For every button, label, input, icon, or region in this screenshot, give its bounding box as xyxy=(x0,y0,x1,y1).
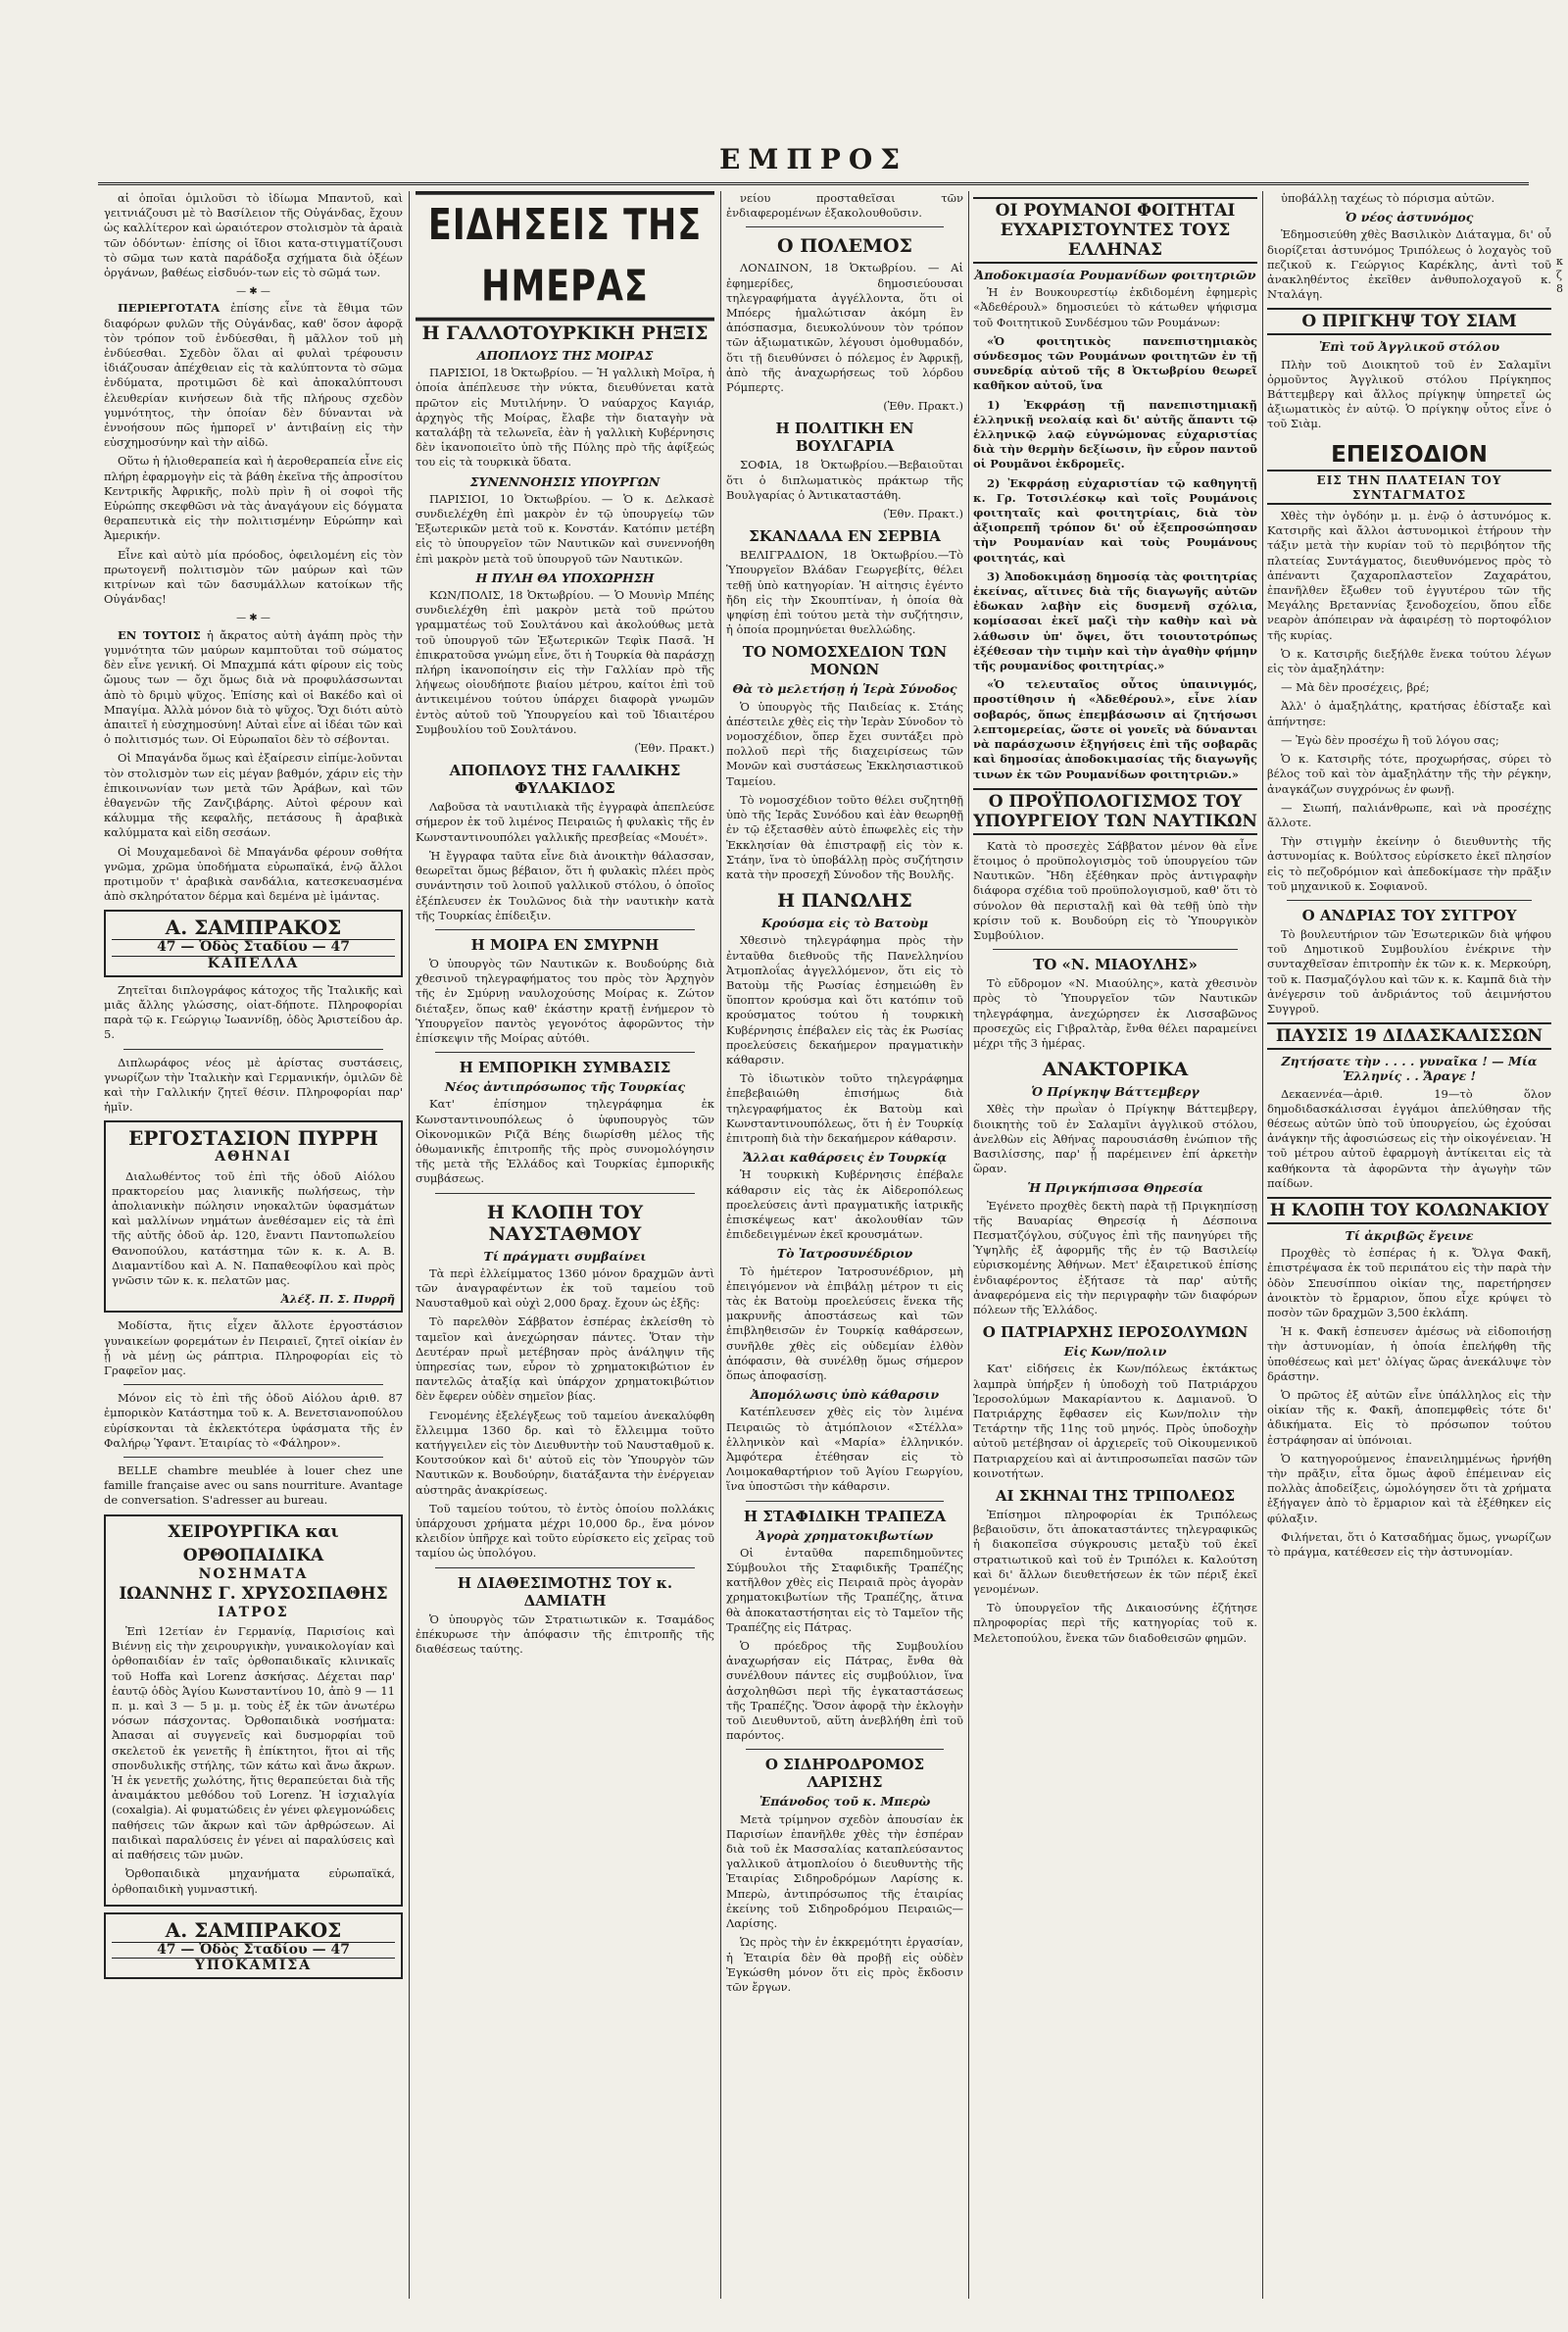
paragraph: Φιλήνεται, ὅτι ὁ Κατσαδήμας ὅμως, γνωρίζων τὸ πράγμα, κατέθεσεν εἰς τὴν ἀστυνομίαν. xyxy=(1267,1529,1551,1560)
paragraph: Χθεσινὸ τηλεγράφημα πρὸς τὴν ἐνταῦθα διεθνοῦς τῆς Πανελληνίου Ἀτμοπλοΐας ἀγγελλόμενον, ὅτι εἰς τὸ Βατοὺμ τῆς Ρωσίας ἐσημειώθη ἓν ὕποπτον κρούσμα καὶ ὅτι κατόπιν τοῦ κρούσματος τούτου ἡ τουρκικὴ Κυβέρνησις ἐπέβαλεν εἰς τὰς ἐκ Ρωσίας προελεύσεις δεκαήμερον πραγματικὴν κάθαρσιν. xyxy=(726,933,963,1067)
paragraph: Τὸ εὔδρομον «Ν. Μιαούλης», κατὰ χθεσινὸν πρὸς τὸ Ὑπουργεῖον τῶν Ναυτικῶν τηλεγράφημα, ἀνεχώρησεν ἐκ Λισσαβῶνος προσεχῶς εἰς Γιβραλτὰρ, ἔνθα θέλει παραμείνει μέχρι τῆς 3 ἡμέρας. xyxy=(973,976,1257,1050)
headline: ΠΑΥΣΙΣ 19 ΔΙΔΑΣΚΑΛΙΣΣΩΝ xyxy=(1267,1022,1551,1050)
column-rule xyxy=(720,191,721,2299)
paragraph: Ὁ κατηγορούμενος ἐπανειλημμένως ἠρνήθη τὴν πρᾶξιν, εἶτα ὅμως ἀφοῦ ἐπέμειναν εἰς πολλὰς ἀποδείξεις, ὡμολόγησεν ὅτι τὰ χρήματα ἐξήγαγεν ἀπὸ τὸ ἔρμαριον καὶ τὰ ἐξέθηκεν εἰς φύλαξιν. xyxy=(1267,1451,1551,1525)
column-5 xyxy=(1267,191,1551,2299)
column-rule xyxy=(968,191,969,2299)
paragraph: Ἡ ἐν Βουκουρεστίῳ ἐκδιδομένη ἐφημερὶς «Ἀδεθέρουλ» δημοσιεύει τὸ κάτωθεν ψήφισμα τοῦ Φοιτητικοῦ Συνδέσμου τῶν Ρουμάνων: xyxy=(973,285,1257,329)
subheadline: Νέος ἀντιπρόσωπος τῆς Τουρκίας xyxy=(444,1079,686,1095)
masthead-title: ΕΜΠΡΟΣ xyxy=(718,143,908,175)
paragraph: ΠΑΡΙΣΙΟΙ, 10 Ὀκτωβρίου. — Ὁ κ. Δελκασὲ συνδιελέχθη ἐπὶ μακρὸν ἐν τῷ ὑπουργείῳ τῶν Ἐξωτερικῶν μετὰ τοῦ κ. Κονστάν. Κατόπιν μετέβη εἰς τὸ ὑπουργεῖον τῶν Ναυτικῶν καὶ συνεννοήθη ἐπὶ μακρὸν μετὰ τοῦ ὑπουργοῦ τῶν Ναυτικῶν. xyxy=(416,491,714,566)
paragraph: Κατ' ἐπίσημον τηλεγράφημα ἐκ Κωνσταντινουπόλεως ὁ ὑφυπουργὸς τῶν Οἰκονομικῶν Ριζᾶ Βέης διωρίσθη μέλος τῆς ὀθωμανικῆς ἐπιτροπῆς τῆς πρὸς συνομολόγησιν τῆς μετὰ τῆς Ἑλλάδος καὶ Τουρκίας ἐμπορικῆς συμβάσεως. xyxy=(416,1097,714,1186)
paragraph: Ἡ τουρκικὴ Κυβέρνησις ἐπέβαλε κάθαρσιν εἰς τὰς ἐκ Αἰδεροπόλεως προελεύσεις ἀντὶ πραγματικῆς ἰατρικῆς ἐπισκέψεως κατ' ἀκολουθίαν τῶν ἐπιδεδειγμένων ἐκεῖ κρουσμάτων. xyxy=(726,1167,963,1242)
headline: Η ΕΜΠΟΡΙΚΗ ΣΥΜΒΑΣΙΣ xyxy=(459,1059,671,1077)
lead-word: ΕΝ ΤΟΥΤΟΙΣ xyxy=(118,627,201,642)
headline: Η ΠΟΛΙΤΙΚΗ ΕΝ ΒΟΥΛΓΑΡΙΑ xyxy=(775,420,914,456)
subheadline: Ὁ νέος ἀστυνόμος xyxy=(1345,210,1474,225)
subheadline: ΣΥΝΕΝΝΟΗΣΙΣ ΥΠΟΥΡΓΩΝ xyxy=(469,473,661,489)
paragraph: Ὁ ὑπουργὸς τῆς Παιδείας κ. Στάης ἀπέστειλε χθὲς εἰς τὴν Ἱερὰν Σύνοδον τὸ νομοσχέδιον, ὅπερ ἔχει συντάξει πρὸ πολλοῦ περὶ τῆς διαχειρίσεως τῶν Μονῶν καὶ συστάσεως Ἐκκλησιαστικοῦ Ταμείου. xyxy=(726,699,963,788)
paragraph: ὑποβάλλῃ ταχέως τὸ πόρισμα αὐτῶν. xyxy=(1281,191,1495,205)
headline: Ο ΠΡΟΫΠΟΛΟΓΙΣΜΟΣ ΤΟΥ ΥΠΟΥΡΓΕΙΟΥ ΤΩΝ ΝΑΥΤΙΚΩΝ xyxy=(973,788,1257,835)
headline: Η ΔΙΑΘΕΣΙΜΟΤΗΣ ΤΟΥ κ. ΔΑΜΙΑΤΗ xyxy=(457,1573,673,1610)
margin-marks: κ ζ 8 xyxy=(1556,255,1563,295)
paragraph: Χθὲς τὴν πρωῒαν ὁ Πρίγκηψ Βάττεμβεργ, διοικητὴς τοῦ ἐν Σαλαμῖνι ἀγγλικοῦ στόλου, ἀνελθὼν εἰς Ἀθήνας παρουσιάσθη ἐνώπιον τῆς Βασιλίσσης, παρ' ᾗ παρέμεινεν ἐπί ἀρκετὴν ὥραν. xyxy=(973,1102,1257,1176)
source-credit: (Ἐθν. Πρακτ.) xyxy=(883,507,963,521)
headline: Η ΓΑΛΛΟΤΟΥΡΚΙΚΗ ΡΗΞΙΣ xyxy=(421,323,709,344)
paragraph: Ὁ πρῶτος ἐξ αὐτῶν εἶνε ὑπάλληλος εἰς τὴν οἰκίαν τῆς κ. Φακῆ, ἀποπεμφθεὶς τότε δι' ἀδικήματα. Εἰς τὸ πρόσωπον τούτου ἐστράφησαν αἱ ὑπόνοιαι. xyxy=(1267,1388,1551,1447)
paragraph: Οἱ ἐνταῦθα παρεπιδημοῦντες Σύμβουλοι τῆς Σταφιδικῆς Τραπέζης κατῆλθον χθὲς εἰς Πειραιᾶ πρὸς ἀγορὰν χρηματοκιβωτίων τῆς Τραπέζης, ἅτινα θὰ ἀποκαταστήσηται εἰς τὸ Ταμεῖον τῆς Τραπέζης εἰς Πάτρας. xyxy=(726,1545,963,1634)
headline: ΤΟ ΝΟΜΟΣΧΕΔΙΟΝ ΤΩΝ ΜΟΝΩΝ xyxy=(742,643,948,679)
paragraph: Δεκαεννέα—ἀριθ. 19—τὸ ὅλον δημοδιδασκάλισσαι ἐγγάμοι ἀπελύθησαν τῆς θέσεως αὐτῶν ὑπὸ τοῦ ὑπουργείου, ὡς ἐχούσαι ἀνάγκην τῆς ἀφοσιώσεως εἰς τὴν οἰκογένειαν. Ἡ τοῦ μέτρου αὐτοῦ ἐφαρμογὴ ἀντίκειται εἰς τὰ καθήκοντα τὰ ἀφορῶντα τὴν ἀγωγὴν τῶν παίδων. xyxy=(1267,1086,1551,1190)
paragraph: Ὁ ὑπουργὸς τῶν Ναυτικῶν κ. Βουδούρης διὰ χθεσινοῦ τηλεγραφήματος του πρὸς τὸν Ἀρχηγὸν τῆς ἐν Σμύρνῃ ναυλοχούσης Μοίρας κ. Ζώτον διέταξεν, ὅπως καθ' ἑκάστην κρατῇ ἐνήμερον τὸ Ὑπουργεῖον παντὸς γεγονότος ἀφορῶντος τὴν ἐπίσκεψιν τῆς Μοίρας αὐτόθι. xyxy=(416,956,714,1045)
headline: ΟΙ ΡΟΥΜΑΝΟΙ ΦΟΙΤΗΤΑΙ ΕΥΧΑΡΙΣΤΟΥΝΤΕΣ ΤΟΥΣ ΕΛΛΗΝΑΣ xyxy=(973,197,1257,264)
subheadline: Η ΠΥΛΗ ΘΑ ΥΠΟΧΩΡΗΣΗ xyxy=(475,570,655,585)
subheadline: Ἄλλαι καθάρσεις ἐν Τουρκίᾳ xyxy=(742,1150,948,1166)
paragraph: Τὰ περὶ ἐλλείμματος 1360 μόνον δραχμῶν ἀντὶ τῶν ἀναγραφέντων ἐκ τοῦ ταμείου τοῦ Ναυσταθμοῦ καὶ οὐχὶ 2,000 δραχ. ἔχουν ὡς ἑξῆς: xyxy=(416,1265,714,1311)
paragraph: ΒΕΛΙΓΡΑΔΙΟΝ, 18 Ὀκτωβρίου.—Τὸ Ὑπουργεῖον Βλάδαν Γεωργεβίτς, θέλει τεθῇ ὑπὸ κατηγορίαν. Ἡ αἰτησις ἐγέντο ἤδη εἰς τὴν Σκουπτίναν, ἡ ὁποία θὰ ψηφίσῃ ἐπὶ τούτου μετὰ τὴν συζήτησιν, ἡ ὁποία προμηνύεται θυελλώδης. xyxy=(726,548,963,637)
subheadline: Ἀποδοκιμασία Ρουμανίδων φοιτητριῶν xyxy=(974,268,1256,282)
ad-pyrrhi-factory: ΕΡΓΟΣΤΑΣΙΟΝ ΠΥΡΡΗ ΑΘΗΝΑΙ Διαλωθέντος τοῦ ἐπὶ τῆς ὁδοῦ Αἰόλου πρακτορείου μας λιανικῆς πωλήσεως, τὴν ἀπολιανικὴν πώλησιν νηοκαλτῶν ὑφασμάτων καὶ μαλλίνων νημάτων ἀνεθέσαμεν εἰς τὰ ἐπὶ τῆς αὐτῆς ὁδοῦ ἀρ. 120, ἔναντι Παντοπωλείου Θανοπούλου, κατάστημα τῶν κ. κ. Α. Β. Διαμαντίδου καὶ Α. Ν. Παπαθεοφίλου καὶ πρὸς γνῶσιν τῶν κ. κ. πελατῶν μας. Ἀλέξ. Π. Σ. Πυρρῆ xyxy=(104,1120,403,1313)
subheadline: Κρούσμα εἰς τὸ Βατοὺμ xyxy=(761,916,928,931)
source-credit: (Ἐθν. Πρακτ.) xyxy=(634,741,714,756)
headline: ΣΚΑΝΔΑΛΑ ΕΝ ΣΕΡΒΙΑ xyxy=(749,527,941,546)
subheadline: Ἀπομόλωσις ὑπὸ κάθαρσιν xyxy=(750,1387,940,1403)
paragraph: Ἀλλ' ὁ ἀμαξηλάτης, κρατήσας ἐδίσταξε καὶ ἀπήντησε: xyxy=(1267,699,1551,728)
paragraph: Τὸ ἡμέτερον Ἰατροσυνέδριον, μὴ ἐπειγόμενον νὰ ἐπιβάλῃ μέτρον τι εἰς τὰς ἐκ Βατοὺμ προελεύσεις ἕνεκα τῆς μακρυνῆς ἀποστάσεως καὶ τῶν ἐπιβληθεισῶν ἐν Τουρκίᾳ καθάρσεων, συνῆλθε χθὲς εἰς οὐδεμίαν ἐλθὸν ἀπόφασιν, θὰ συνέλθῃ ὅμως σήμερον ὅπως ἀποφασίσῃ. xyxy=(726,1264,963,1382)
classified-ad: Μόνον εἰς τὸ ἐπὶ τῆς ὁδοῦ Αἰόλου ἀριθ. 87 ἐμπορικὸν Κατάστημα τοῦ κ. Α. Βενετσιανοπούλου εὑρίσκονται τὰ ἐκλεκτότερα ὑφάσματα τῆς ἐν Φαλήρῳ Ὑφαντ. Ἑταιρίας τὸ «Φάληρον». xyxy=(104,1391,403,1450)
paragraph: ΚΩΝ/ΠΟΛΙΣ, 18 Ὀκτωβρίου. — Ὁ Μουνὶρ Μπέης συνδιελέχθη ἐπὶ μακρὸν μετὰ τοῦ πρώτου γραμματέως τοῦ Σουλτάνου καὶ ἀκολούθως μετὰ τοῦ ὑπουργοῦ τῶν Ἐξωτερικῶν Τεφὶκ Πασᾶ. Ἡ ἐπικρατοῦσα γνώμη εἶνε, ὅτι ἡ Τουρκία θὰ παράσχῃ πλήρη ἱκανοποίησιν εἰς τὴν Γαλλίαν πρὸ τῆς λήψεως οἱουδήποτε βιαίου μέτρου, καίτοι ἐπὶ τοῦ ἀντικειμένου τούτου ὑπάρχει διαφορὰ γνωμῶν ἐντὸς αὐτοῦ τοῦ Ὑπουργείου καὶ τοῦ Ἰδιαιτέρου Συμβουλίου τοῦ Σουλτάνου. xyxy=(416,588,714,736)
paragraph: Ἡ κ. Φακῆ ἐσπευσεν ἀμέσως νὰ εἰδοποιήσῃ τὴν ἀστυνομίαν, ἡ ὁποία ἐπελήφθη τῆς ὑποθέσεως καὶ μετ' ὀλίγας ὥρας ἀνεκάλυψε τὸν δράστην. xyxy=(1267,1324,1551,1383)
paragraph: Τὸ βουλευτήριον τῶν Ἐσωτερικῶν διὰ ψήφου τοῦ Δημοτικοῦ Συμβουλίου ἐνέκρινε τὴν συνταχθεῖσαν ἐπιτροπὴν ἐκ τῶν κ. κ. Μερκούρη, τοῦ κ. Πασμαζόγλου καὶ τῶν κ. κ. Καμπᾶ διὰ τὴν ἀνέγερσιν τοῦ ἀνδριάντος τοῦ ἀειμνήστου Συγγροῦ. xyxy=(1267,926,1551,1016)
headline: Η ΚΛΟΠΗ ΤΟΥ ΝΑΥΣΤΑΘΜΟΥ xyxy=(486,1201,644,1245)
paragraph: — Μὰ δὲν προσέχεις, βρέ; xyxy=(1281,680,1430,695)
paragraph: ἡ ἄκρατος αὐτὴ ἀγάπη πρὸς τὴν γυμνότητα τῶν μαύρων καμπτοῦται τοῦ σώματος δὲν εἶνε γενική. Οἱ Μπαχμπά κάτι φίρουν εἰς τοὺς ὤμους των — ὄχι ὅμως διὰ νὰ προφυλάσσωνται ἀπὸ τὸ δριμὺ ψῦχος. Ἐπίσης καὶ οἱ Βακέδο καὶ οἱ Μπαγίμα. Ἀλλὰ μόνον διὰ τὸ ψῦχος. Ὄχι διότι αὐτὸ ἀπαιτεῖ ἡ εὐσχημοσύνη! Αὐταὶ εἶνε αἱ ἰδέαι τῶν καὶ ὁ πολιτισμός των. Οἱ Εὐρωπαῖοι δὲν τὸ σέβονται. xyxy=(104,627,403,747)
classified-ad-french: BELLE chambre meublée à louer chez une famille française avec ou sans nourriture. Avantage de conversation. S'adresser au bureau. xyxy=(104,1464,403,1508)
headline: Ο ΠΟΛΕΜΟΣ xyxy=(777,235,912,258)
subheadline: Ἐπὶ τοῦ Ἀγγλικοῦ στόλου xyxy=(1318,339,1500,355)
paragraph: Ὁ κ. Κατσιρῆς τότε, προχωρήσας, σύρει τὸ βέλος τοῦ καὶ τὸν ἀμαξηλάτην τῆς τὴν ρέγκην, ἀναγκάζων συγχρόνως ἐν φωνῇ. xyxy=(1267,752,1551,796)
headline: Η ΚΛΟΠΗ ΤΟΥ ΚΟΛΩΝΑΚΙΟΥ xyxy=(1267,1197,1551,1224)
lead-word: ΠΕΡΙΕΡΓΟΤΑΤΑ xyxy=(118,301,220,316)
column-3 xyxy=(726,191,963,2299)
column-2 xyxy=(416,191,714,2299)
column-1: αἱ ὁποῖαι ὁμιλοῦσι τὸ ἰδίωμα Μπαντοῦ, καὶ γειτνιάζουσι μὲ τὸ Βασίλειον τῆς Οὐγάνδας, ἔχουν ὡς καλλίτερον καὶ ὡραιότερον στολισμὸν τὰ ἀραιὰ τῶν ὀδόντων· ἐπίσης οἱ ἴδιοι κατα-στιγματίζουσι τὸ σῶμα των κατὰ παράδοξα σχήματα διὰ ὀξέων ὀργάνων, βαθέως εἰσδυόν-των εἰς τὸ σῶμά των. — ✱ — ΠΕΡΙΕΡΓΟΤΑΤΑ ἐπίσης εἶνε τὰ ἔθιμα τῶν διαφόρων φυλῶν τῆς Οὐγάνδας, καθ' ὅσον ἀφορᾷ τὸν τρόπον τοῦ ἐνδύεσθαι, ἢ μᾶλλον τοῦ μὴ ἐνδύεσθαι. Σχεδὸν ὅλαι αἱ φυλαὶ τρέφουσιν ἰδιάζουσαν ἀπέχθειαν εἰς τὰ καλύπτοντα τὸ σῶμα ἐνδύματα, προτιμῶσι δὲ καὶ ἀποκαλύπτουσι ἐλευθερίαν κινήσεων διὰ τῆς πλήρους σχεδὸν γυμνότητος, τὴν ὁποίαν δὲν δύνανται νὰ ἐννοήσουν πῶς ἠμπορεῖ ν' ἀντιβαίνῃ εἰς τὴν εὐσχημοσύνην καὶ τὴν αἰδῶ. Οὕτω ἡ ἡλιοθεραπεία καὶ ἡ ἀεροθεραπεία εἶνε εἰς πλήρη ἐφαρμογὴν εἰς τὰ βάθη ἐκεῖνα τῆς ἀπροσίτου Κεντρικῆς Ἀφρικῆς, πολὺ πρὶν ἢ οἱ σοφοὶ τῆς Εὐρώπης σκεφθῶσι νὰ τὰς ἀναγάγουν εἰς δόγματα θεραπευτικὰ εἰς τὴν πολιτισμένην Εὐρώπην καὶ Ἀμερικήν. Εἶνε καὶ αὐτὸ μία πρόοδος, ὀφειλομένη εἰς τὸν πρωτογενῆ πολιτισμὸν τῶν μαύρων καὶ τῶν κιτρίνων καὶ τῶν δασυμάλλων κατοίκων τῆς Οὐγάνδας! — ✱ — ΕΝ ΤΟΥΤΟΙΣ ἡ ἄκρατος αὐτὴ ἀγάπη πρὸς τὴν γυμνότητα τῶν μαύρων καμπτοῦται τοῦ σώματος δὲν εἶνε γενική. Οἱ Μπαχμπά κάτι φίρουν εἰς τοὺς ὤμους των — ὄχι ὅμως διὰ νὰ προφυλάσσωνται ἀπὸ τὸ δριμὺ ψῦχος. Ἐπίσης καὶ οἱ Βακέδο καὶ οἱ Μπαγίμα. Ἀλλὰ μόνον διὰ τὸ ψῦχος. Ὄχι διότι αὐτὸ ἀπαιτεῖ ἡ εὐσχημοσύνη! Αὐταὶ εἶνε αἱ ἰδέαι τῶν καὶ ὁ πολιτισμός των. Οἱ Εὐρωπαῖοι δὲν τὸ σέβονται. Οἱ Μπαγάνδα ὅμως καὶ ἐξαίρεσιν εἰπίμε-λοῦνται τὸν στολισμὸν των εἰς μέγαν βαθμόν, χάριν εἰς τὴν ἐπικοινωνίαν των μετὰ τῶν Ἀράβων, καὶ τῶν ἐθαγενῶν τῆς Ζανζιβάρης. Αὐτοὶ φέρουν καὶ κάλυμμα τῆς κεφαλῆς, πετάσους ἢ ἀραβικὰ καλύμματα καὶ εἰδη σεσάων. Οἱ Μουχαμεδανοὶ δὲ Μπαγάνδα φέρουν σοθήτα γνῶμα, χρῶμα ὑποδήματα εὐρωπαϊκά, ἐνῷ ἄλλοι προτιμοῦν τ' ἀραβικὰ σανδάλια, κατεσκευασμένα ἀπὸ σκληρότατον δέρμα καὶ δεμένα μὲ ἱμάντας. Α. ΣΑΜΠΡΑΚΟΣ 47 — Ὁδὸς Σταδίου — 47 ΚΑΠΕΛΛΑ Ζητεῖται διπλογράφος κάτοχος τῆς Ἰταλικῆς καὶ μιᾶς ἄλλης γλώσσης, οἰατ-δήποτε. Πληροφορίαι παρὰ τῷ κ. Γεώργιῳ Ἰωαννίδῃ, ὁδὸς Ἀριστείδου ἀρ. 5. Διπλωράφος νέος μὲ ἀρίστας συστάσεις, γνωρίζων τὴν Ἰταλικὴν καὶ Γερμανικήν, ὁμιλῶν δὲ καὶ τὴν Γαλλικήν ζητεῖ θέσιν. Πληροφορίαι παρ' ἡμῖν. ΕΡΓΟΣΤΑΣΙΟΝ ΠΥΡΡΗ ΑΘΗΝΑΙ Διαλωθέντος τοῦ ἐπὶ τῆς ὁδοῦ Αἰόλου πρακτορείου μας λιανικῆς πωλήσεως, τὴν ἀπολιανικὴν πώλησιν νηοκαλτῶν ὑφασμάτων καὶ μαλλίνων νημάτων ἀνεθέσαμεν εἰς τὰ ἐπὶ τῆς αὐτῆς ὁδοῦ ἀρ. 120, ἔναντι Παντοπωλείου Θανοπούλου, κατάστημα τῶν κ. κ. Α. Β. Διαμαντίδου καὶ Α. Ν. Παπαθεοφίλου καὶ πρὸς γνῶσιν τῶν κ. κ. πελατῶν μας. Ἀλέξ. Π. Σ. Πυρρῆ Μοδίστα, ἥτις εἶχεν ἄλλοτε ἐργοστάσιον γυναικείων φορεμάτων ἐν Πειραιεῖ, ζητεῖ οἰκίαν ἐν ᾗ νὰ μένῃ ὡς ράπτρια. Πληροφορίαι εἰς τὸ Γραφεῖον μας. Μόνον εἰς τὸ ἐπὶ τῆς ὁδοῦ Αἰόλου ἀριθ. 87 ἐμπορικὸν Κατάστημα τοῦ κ. Α. Βενετσιανοπούλου εὑρίσκονται τὰ ἐκλεκτότερα ὑφάσματα τῆς ἐν Φαλήρῳ Ὑφαντ. Ἑταιρίας τὸ «Φάληρον». BELLE chambre meublée à louer chez une famille française avec ou sans nourriture. Avantage de conversation. S'adresser au bureau. ΧΕΙΡΟΥΡΓΙΚΑ και ΟΡΘΟΠΑΙΔΙΚΑ ΝΟΣΗΜΑΤΑ ΙΩΑΝΝΗΣ Γ. ΧΡΥΣΟΣΠΑΘΗΣ ΙΑΤΡΟΣ Ἐπὶ 12ετίαν ἐν Γερμανίᾳ, Παρισίοις καὶ Βιέννῃ εἰς τὴν χειρουργικὴν, γυναικολογίαν καὶ ὀρθοπαιδίαν ἐν ταῖς ὀρθοπαιδικαῖς κλινικαῖς τοῦ Hoffa καὶ Lorenz ἀσκήσας. Δέχεται παρ' ἑαυτῷ ὁδὸς Ἁγίου Κωνσταντίνου 10, ἀπὸ 9 — 11 π. μ. καὶ 3 — 5 μ. μ. τοὺς ἐξ ἐκ τῶν ἀνωτέρω νόσων πάσχοντας. Ὀρθοπαιδικὰ νοσήματα: Ἀπασαι αἱ συγγενεῖς καὶ δυσμορφίαι τοῦ σκελετοῦ ἐκ γενετῆς ἢ ἐπίκτητοι, ἥτοι αἱ τῆς σπονδυλικῆς στήλης, τῶν κάτω καὶ ἄνω ἄκρων. Ἡ ἐκ γενετῆς χωλότης, ἥτις θεραπεύεται διὰ τῆς ἀναιμάκτου μεθόδου τοῦ Lorenz. Ἡ ἰσχιαλγία (coxalgia). Αἱ φυματώδεις ἐν γένει φλεγμονώδεις παθήσεις τῶν ἄκρων καὶ τῶν ἀρθρώσεων. Αἱ παιδικαὶ παραλύσεις ἐν γένει αἱ παραλύσεις καὶ αἱ παθήσεις τῶν μυῶν. Ὀρθοπαιδικὰ μηχανήματα εὐρωπαϊκά, ὀρθοπαιδικὴ γυμναστική. Α. ΣΑΜΠΡΑΚΟΣ 47 — Ὁδὸς Σταδίου — 47 ΥΠΟΚΑΜΙΣΑ xyxy=(104,191,403,2299)
paragraph: Ὁ πρόεδρος τῆς Συμβουλίου ἀναχωρήσαν εἰς Πάτρας, ἔνθα θὰ συνέλθουν πάντες εἰς συμβούλιον, ἵνα ἀσχοληθῶσι περὶ τῆς ἐγκαταστάσεως τῆς Τραπέζης. Ὅσον ἀφορᾷ τὴν ἐκλογὴν τοῦ Διευθυντοῦ, αὕτη ἀνεβλήθη ἐπὶ τοῦ παρόντος. xyxy=(726,1639,963,1743)
paragraph: ἐπίσης εἶνε τὰ ἔθιμα τῶν διαφόρων φυλῶν τῆς Οὐγάνδας, καθ' ὅσον ἀφορᾷ τὸν τρόπον τοῦ ἐνδύεσθαι, ἢ μᾶλλον τοῦ μὴ ἐνδύεσθαι. Σχεδὸν ὅλαι αἱ φυλαὶ τρέφουσιν ἰδιάζουσαν ἀπέχθειαν εἰς τὰ καλύπτοντα τὸ σῶμα ἐνδύματα, προτιμῶσι δὲ καὶ ἀποκαλύπτουσι ἐλευθερίαν κινήσεων διὰ τῆς πλήρους σχεδὸν γυμνότητος, τὴν ὁποίαν δὲν δύνανται νὰ ἐννοήσουν πῶς ἠμπορεῖ ν' ἀντιβαίνῃ εἰς τὴν εὐσχημοσύνην καὶ τὴν αἰδῶ. xyxy=(104,301,403,450)
headline: ΑΠΟΠΛΟΥΣ ΤΗΣ ΓΑΛΛΙΚΗΣ ΦΥΛΑΚΙΔΟΣ xyxy=(449,762,681,798)
classified-ad: Διπλωράφος νέος μὲ ἀρίστας συστάσεις, γνωρίζων τὴν Ἰταλικὴν καὶ Γερμανικήν, ὁμιλῶν δὲ καὶ τὴν Γαλλικήν ζητεῖ θέσιν. Πληροφορίαι παρ' ἡμῖν. xyxy=(104,1055,403,1115)
headline: Ο ΣΙΔΗΡΟΔΡΟΜΟΣ ΛΑΡΙΣΗΣ xyxy=(764,1756,925,1792)
paragraph: 2) Ἐκφράσῃ εὐχαριστίαν τῷ καθηγητῇ κ. Γρ. Τοτσιλέσκῳ καὶ τοῖς Ρουμάνοις φοιτηταῖς καὶ φοιτητρίαις, διὰ τὸν ἀξιοπρεπῆ τρόπον δι' οὗ ἐξεπροσώπησαν τὴν Ρουμανίαν καὶ τοὺς Ρουμάνους φοιτητάς, καὶ xyxy=(973,475,1257,565)
classified-ad: Μοδίστα, ἥτις εἶχεν ἄλλοτε ἐργοστάσιον γυναικείων φορεμάτων ἐν Πειραιεῖ, ζητεῖ οἰκίαν ἐν ᾗ νὰ μένῃ ὡς ράπτρια. Πληροφορίαι εἰς τὸ Γραφεῖον μας. xyxy=(104,1318,403,1378)
headline: ΑΙ ΣΚΗΝΑΙ ΤΗΣ ΤΡΙΠΟΛΕΩΣ xyxy=(995,1487,1236,1506)
headline: Η ΠΑΝΩΛΗΣ xyxy=(777,890,912,913)
subheadline: Τί πράγματι συμβαίνει xyxy=(483,1248,647,1264)
masthead xyxy=(98,143,1529,185)
paragraph: Ὁ κ. Κατσιρῆς διεξήλθε ἕνεκα τούτου λέγων εἰς τὸν ἀμαξηλάτην: xyxy=(1267,646,1551,676)
headline: Ο ΑΝΔΡΙΑΣ ΤΟΥ ΣΥΓΓΡΟΥ xyxy=(1301,906,1517,924)
ad-samprakos-shirts: Α. ΣΑΜΠΡΑΚΟΣ 47 — Ὁδὸς Σταδίου — 47 ΥΠΟΚΑΜΙΣΑ xyxy=(104,1912,403,1979)
paragraph: 1) Ἐκφράσῃ τῇ πανεπιστημιακῇ ἑλληνικῇ νεολαίᾳ καὶ δι' αὐτῆς ἅπαντι τῷ ἑλληνικῷ λαῷ εὐγνώμονας εὐχαριστίας διὰ τὴν θερμὴν δεξίωσιν, ἣν εὗρον παντοῦ οἱ Ρουμᾶνοι ἐκδρομεῖς. xyxy=(973,397,1257,471)
paragraph: Εἶνε καὶ αὐτὸ μία πρόοδος, ὀφειλομένη εἰς τὸν πρωτογενῆ πολιτισμὸν τῶν μαύρων καὶ τῶν κιτρίνων καὶ τῶν δασυμάλλων κατοίκων τῆς Οὐγάνδας! xyxy=(104,547,403,607)
ad-samprakos-hats: Α. ΣΑΜΠΡΑΚΟΣ 47 — Ὁδὸς Σταδίου — 47 ΚΑΠΕΛΛΑ xyxy=(104,910,403,976)
paragraph: Ὁ ὑπουργὸς τῶν Στρατιωτικῶν κ. Τσαμάδος ἐπέκυρωσε τὴν ἀπόφασιν τῆς ἐπιτροπῆς τῆς διαθέσεως ταύτης. xyxy=(416,1612,714,1657)
paragraph: — Σιωπή, παλιάνθρωπε, καὶ νὰ προσέχῃς ἄλλοτε. xyxy=(1267,800,1551,829)
paragraph: ΣΟΦΙΑ, 18 Ὀκτωβρίου.—Βεβαιοῦται ὅτι ὁ διπλωματικὸς πράκτωρ τῆς Βουλγαρίας ὁ Ἀντικαταστάθη. xyxy=(726,458,963,502)
paragraph: ΠΑΡΙΣΙΟΙ, 18 Ὀκτωβρίου. — Ἡ γαλλικὴ Μοῖρα, ἡ ὁποία ἀπέπλευσε τὴν νύκτα, διευθύνεται κατὰ πρῶτον εἰς Μυτιλήνην. Ὁ ναύαρχος Καγιάρ, ἀρχηγὸς τῆς Μοίρας, ἔλαβε τὴν διαταγὴν νὰ καταλάβῃ τὰ τελωνεῖα, ἐὰν ἡ γαλλικὴ Κυβέρνησις δὲν ἱκανοποιεῖτο ὑπὸ τῆς Πύλης πρὸ τῆς ἀφίξεώς του εἰς τὰ τουρκικὰ ὕδατα. xyxy=(416,366,714,470)
paragraph: Χθὲς τὴν ὀγδόην μ. μ. ἐνῷ ὁ ἀστυνόμος κ. Κατσιρῆς καὶ ἄλλοι ἀστυνομικοὶ ἐτήρουν τὴν τάξιν μετὰ τὴν κυρίαν τοῦ τὸ περιβόητον τῆς πλατείας Συντάγματος, διευθυνόμενος πρὸς τὸ ἀπέναντι ζαχαροπλαστεῖον Ζαχαράτου, ἐπανῆλθεν ἔξωθεν τοῦ ἐγγυτέρου τῶν τῆς Μεγάλης Βρεταννίας ξενοδοχείου, ὅπου εἶδε νεαρὸν ἀπόπειραν νὰ ἀφαιρέσῃ τὸ πορτοφόλιον τῆς κυρίας. xyxy=(1267,509,1551,642)
paragraph: Τὴν στιγμὴν ἐκείνην ὁ διευθυντὴς τῆς ἀστυνομίας κ. Βούλτσος εὑρίσκετο ἐκεῖ πλησίον εἰς τὸ πεζοδρόμιον καὶ ἀπεδοκίμασε τὴν πρᾶξιν τοῦ μηχανικοῦ κ. Σοφιανοῦ. xyxy=(1267,834,1551,893)
subheadline: Ὁ Πρίγκηψ Βάττεμβεργ xyxy=(1031,1084,1200,1100)
paragraph: Οἱ Μουχαμεδανοὶ δὲ Μπαγάνδα φέρουν σοθήτα γνῶμα, χρῶμα ὑποδήματα εὐρωπαϊκά, ἐνῷ ἄλλοι προτιμοῦν τ' ἀραβικὰ σανδάλια, κατεσκευασμένα ἀπὸ σκληρότατον δέρμα καὶ δεμένα μὲ ἱμάντας. xyxy=(104,844,403,904)
subheadline: Ζητήσατε τὴν . . . . γυναῖκα ! — Μία Ἑλληνίς . . Ἄραγε ! xyxy=(1281,1054,1538,1084)
paragraph: Γενομένης ἐξελέγξεως τοῦ ταμείου ἀνεκαλύφθη ἔλλειμμα 1360 δρ. καὶ τὸ ἔλλειμμα τοῦτο κατήγγειλεν εἰς τὸν Διευθυντὴν τοῦ Ναυσταθμοῦ κ. Κουτσούκον καὶ δι' αὐτοῦ εἰς τὸν Ὑπουργὸν τῶν Ναυτικῶν κ. Βουδούρην, διατάξαντα τὴν ἐνέργειαν αὐστηρᾶς ἀνακρίσεως. xyxy=(416,1408,714,1497)
subheadline: Τί ἀκριβῶς ἔγεινε xyxy=(1345,1227,1474,1243)
column-rule xyxy=(409,191,410,2299)
paragraph: Κατὰ τὸ προσεχὲς Σάββατον μένον θὰ εἶνε ἕτοιμος ὁ προϋπολογισμὸς τοῦ ὑπουργείου τῶν Ναυτικῶν. Ἤδη ἐξέθηκαν πρὸς ἀντιγραφὴν διάφορα σχέδια τοῦ προϋπολογισμοῦ, καθ' ὅτι τὸ σύνολον θὰ περισταλῇ καὶ θὰ τεθῇ ὑπὸ τὴν κρίσιν τοῦ κ. Βουδούρη εἰς τὸ Ὑπουργικὸν Συμβούλιον. xyxy=(973,838,1257,942)
paragraph: Μετὰ τρίμηνον σχεδὸν ἀπουσίαν ἐκ Παρισίων ἐπανῆλθε χθὲς τὴν ἑσπέραν διὰ τοῦ ἐκ Μασσαλίας καταπλεύσαντος γαλλικοῦ ἀτμοπλοίου ὁ διευθυντὴς τῆς Ἑταιρίας Σιδηροδρόμων Λαρίσης κ. Μπερὼ, ἀντιπρόσωπος τῆς ἑταιρίας ἐκείνης τοῦ Σιδηροδρόμου Πειραιῶς—Λαρίσης. xyxy=(726,1811,963,1931)
headline: Ο ΠΑΤΡΙΑΡΧΗΣ ΙΕΡΟΣΟΛΥΜΩΝ xyxy=(982,1323,1249,1342)
headline: Η ΜΟΙΡΑ ΕΝ ΣΜΥΡΝΗ xyxy=(470,935,660,954)
subheadline: Ἡ Πριγκήπισσα Θηρεσία xyxy=(1027,1180,1203,1196)
headline: ΑΝΑΚΤΟΡΙΚΑ xyxy=(1042,1059,1189,1081)
paragraph: Κατέπλευσεν χθὲς εἰς τὸν λιμένα Πειραιῶς τὸ ἀτμόπλοιον «Στέλλα» ἑλληνικὸν καὶ «Μαρία» ἑλληνικόν. Ἀμφότερα ἐτέθησαν εἰς τὸ Λοιμοκαθαρτήριον τοῦ Ἁγίου Γεωργίου, ἵνα ὑποστῶσι τὴν κάθαρσιν. xyxy=(726,1405,963,1494)
paragraph: Τὸ ὑπουργεῖον τῆς Δικαιοσύνης ἐζήτησε πληροφορίας περὶ τῆς κατηγορίας τοῦ κ. Μελετοπούλου, ἔνεκα τῶν διαδοθεισῶν φημῶν. xyxy=(973,1601,1257,1645)
paragraph: Ἐδημοσιεύθη χθὲς Βασιλικὸν Διάταγμα, δι' οὗ διορίζεται ἀστυνόμος Τριπόλεως ὁ λοχαγὸς τοῦ πεζικοῦ κ. Γεώργιος Καρέκλης, ἀντὶ τοῦ ἀνακληθέντος ἐκεῖθεν ἀνθυπολοχαγοῦ κ. Νταλάγη. xyxy=(1267,227,1551,302)
paragraph: Τὸ παρελθὸν Σάββατον ἐσπέρας ἐκλείσθη τὸ ταμεῖον καὶ ἀνεχώρησαν πάντες. Ὅταν τὴν Δευτέραν πρωῒ μετέβησαν πρὸς ἀνάληψιν τῆς ὑπηρεσίας των, εὗρον τὸ χρηματοκιβώτιον ἐν παντελῶς ἀταξίᾳ καὶ ὑπάρχον χρηματοκιβώτιον δὲν ἔφερεν οὐδὲν σημεῖον βίας. xyxy=(416,1315,714,1404)
subheadline: ΕΙΣ ΤΗΝ ΠΛΑΤΕΙΑΝ ΤΟΥ ΣΥΝΤΑΓΜΑΤΟΣ xyxy=(1267,473,1551,505)
subheadline: Θὰ τὸ μελετήσῃ ἡ Ἱερὰ Σύνοδος xyxy=(732,681,957,697)
subheadline: ΑΠΟΠΛΟΥΣ ΤΗΣ ΜΟΙΡΑΣ xyxy=(476,348,654,363)
ad-doctor: ΧΕΙΡΟΥΡΓΙΚΑ και ΟΡΘΟΠΑΙΔΙΚΑ ΝΟΣΗΜΑΤΑ ΙΩΑΝΝΗΣ Γ. ΧΡΥΣΟΣΠΑΘΗΣ ΙΑΤΡΟΣ Ἐπὶ 12ετίαν ἐν Γερμανίᾳ, Παρισίοις καὶ Βιέννῃ εἰς τὴν χειρουργικὴν, γυναικολογίαν καὶ ὀρθοπαιδίαν ἐν ταῖς ὀρθοπαιδικαῖς κλινικαῖς τοῦ Hoffa καὶ Lorenz ἀσκήσας. Δέχεται παρ' ἑαυτῷ ὁδὸς Ἁγίου Κωνσταντίνου 10, ἀπὸ 9 — 11 π. μ. καὶ 3 — 5 μ. μ. τοὺς ἐξ ἐκ τῶν ἀνωτέρω νόσων πάσχοντας. Ὀρθοπαιδικὰ νοσήματα: Ἀπασαι αἱ συγγενεῖς καὶ δυσμορφίαι τοῦ σκελετοῦ ἐκ γενετῆς ἢ ἐπίκτητοι, ἥτοι αἱ τῆς σπονδυλικῆς στήλης, τῶν κάτω καὶ ἄνω ἄκρων. Ἡ ἐκ γενετῆς χωλότης, ἥτις θεραπεύεται διὰ τῆς ἀναιμάκτου μεθόδου τοῦ Lorenz. Ἡ ἰσχιαλγία (coxalgia). Αἱ φυματώδεις ἐν γένει φλεγμονώδεις παθήσεις τῶν ἄκρων καὶ τῶν ἀρθρώσεων. Αἱ παιδικαὶ παραλύσεις ἐν γένει αἱ παραλύσεις καὶ αἱ παθήσεις τῶν μυῶν. Ὀρθοπαιδικὰ μηχανήματα εὐρωπαϊκά, ὀρθοπαιδικὴ γυμναστική. xyxy=(104,1514,403,1907)
paragraph: Ἐπίσημοι πληροφορίαι ἐκ Τριπόλεως βεβαιοῦσιν, ὅτι ἀποκαταστάντες τηλεγραφικῶς ἡ διακοπεῖσα σύγκρουσις μεταξὺ τοῦ ἐκεῖ στρατιωτικοῦ καὶ τοῦ ἐν Τριπόλει κ. Καλούτση καὶ δι' ἄλλων διευθετήσεων ἐκ τῶν πέριξ ἐκεῖ γενομένων. xyxy=(973,1508,1257,1597)
paragraph: αἱ ὁποῖαι ὁμιλοῦσι τὸ ἰδίωμα Μπαντοῦ, καὶ γειτνιάζουσι μὲ τὸ Βασίλειον τῆς Οὐγάνδας, ἔχουν ὡς καλλίτερον καὶ ὡραιότερον στολισμὸν τὰ ἀραιὰ τῶν ὀδόντων· ἐπίσης οἱ ἴδιοι κατα-στιγματίζουσι τὸ σῶμα των κατὰ παράδοξα σχήματα διὰ ὀξέων ὀργάνων, βαθέως εἰσδυόν-των εἰς τὸ σῶμά των. xyxy=(104,191,403,280)
headline: Ο ΠΡΙΓΚΗΨ ΤΟΥ ΣΙΑΜ xyxy=(1267,308,1551,335)
source-credit: (Ἐθν. Πρακτ.) xyxy=(883,399,963,414)
headline: ΕΠΕΙΣΟΔΙΟΝ xyxy=(1267,440,1551,471)
paragraph: ΛΟΝΔΙΝΟΝ, 18 Ὀκτωβρίου. — Αἱ ἐφημερίδες, δημοσιεύουσαι τηλεγραφήματα ἀγγέλλοντα, ὅτι οἱ Μπόερς ἠμαλώτισαν ἀκόμη ἓν ἀπόσπασμα, διευκολύνουν τὸν τρόπον τῶν ἀξιωματικῶν, λέγουσι ὁμοθυμαδόν, ὅτι τῇ διευθύνσει ὁ πόλεμος ἐν Ἀφρικῇ, ἀπὸ τῆς ἀναχωρήσεως τοῦ λόρδου Ρόμπερτς. xyxy=(726,261,963,395)
paragraph: Προχθὲς τὸ ἑσπέρας ἡ κ. Ὄλγα Φακῆ, ἐπιστρέψασα ἐκ τοῦ περιπάτου εἰς τὴν παρὰ τὴν ὁδὸν Σπευσίππου οἰκίαν της, παρετήρησεν ἀνοικτὸν τὸ ἔρμαριον, ὅπου εἶχε κρύψει τὸ ποσὸν τῶν δραχμῶν 3,500 ἐκλάπη. xyxy=(1267,1246,1551,1319)
paragraph: Κατ' εἰδήσεις ἐκ Κων/πόλεως ἐκτάκτως λαμπρὰ ὑπήρξεν ἡ ὑποδοχὴ τοῦ Πατριάρχου Ἱεροσολύμων Μακαρίαντου κ. Δαμιανοῦ. Ὁ Πατριάρχης ἔφθασεν εἰς Κων/πολιν τὴν Τετάρτην τῆς 11ης τοῦ μηνός. Πρὸς ὑποδοχὴν αὐτοῦ μετέβησαν οἱ ἀρχιερεῖς τοῦ Οἰκουμενικοῦ Πατριαρχείου καὶ αἱ ἀντιπροσωπεῖαι πασῶν τῶν κοινοτήτων. xyxy=(973,1362,1257,1480)
subheadline: Τὸ Ἰατροσυνέδριον xyxy=(776,1246,913,1262)
paragraph: Ἐγένετο προχθὲς δεκτὴ παρὰ τῇ Πριγκηπίσσῃ τῆς Βαυαρίας Θηρεσίᾳ ἡ Δέσποινα Πεσματζόγλου, σύζυγος ἐπὶ τῆς πανηγύρει τῆς Ὑψηλῆς ἐξ ἀφορμῆς τῆς ἐν τῷ Βασιλείῳ εὑρισκομένης Ἀθήνων. Μετ' ἐξαιρετικοῦ ἐπίσης ἐνδιαφέροντος ἐξήτασε τὰ παρ' αὐτῆς ἀναφερόμενα εἰς τὴν περιγραφὴν τῶν διαφόρων πόλεων τῆς Ἑλλάδος. xyxy=(973,1198,1257,1316)
headline: ΤΟ «Ν. ΜΙΑΟΥΛΗΣ» xyxy=(1033,956,1198,974)
paragraph: Λαβοῦσα τὰ ναυτιλιακὰ τῆς ἐγγραφὰ ἀπεπλεύσε σήμερον ἐκ τοῦ λιμένος Πειραιῶς ἡ φυλακὶς τῆς ἐν Κωνσταντινουπόλει γαλλικῆς πρεσβείας «Μουέτ». xyxy=(416,800,714,844)
paragraph: Τὸ ἰδιωτικὸν τοῦτο τηλεγράφημα ἐπεβεβαιώθη ἐπισήμως διὰ τηλεγραφήματος ἐκ Βατοὺμ καὶ Κωνσταντινουπόλεως, ὅτι ἡ ἐν Τουρκίᾳ ἐπιτροπὴ διὰ τὴν δεκαήμερον κάθαρσιν. xyxy=(726,1071,963,1145)
paragraph: Οὕτω ἡ ἡλιοθεραπεία καὶ ἡ ἀεροθεραπεία εἶνε εἰς πλήρη ἐφαρμογὴν εἰς τὰ βάθη ἐκεῖνα τῆς ἀπροσίτου Κεντρικῆς Ἀφρικῆς, πολὺ πρὶν ἢ οἱ σοφοὶ τῆς Εὐρώπης σκεφθῶσι νὰ τὰς ἀναγάγουν εἰς δόγματα θεραπευτικὰ εἰς τὴν πολιτισμένην Εὐρώπην καὶ Ἀμερικήν. xyxy=(104,454,403,543)
paragraph: Πλὴν τοῦ Διοικητοῦ τοῦ ἐν Σαλαμῖνι ὁρμοῦντος Ἀγγλικοῦ στόλου Πρίγκηπος Βάττεμβεργ καὶ ἄλλος πρίγκηψ ὑπηρετεῖ ὡς ἀξιωματικὸς ἐν αὐτῷ. Ὁ πρίγκηψ οὗτος εἶνε ὁ τοῦ Σιὰμ. xyxy=(1267,357,1551,431)
headline: Η ΣΤΑΦΙΔΙΚΗ ΤΡΑΠΕΖΑ xyxy=(743,1507,947,1525)
section-banner: ΕΙΔΗΣΕΙΣ ΤΗΣ ΗΜΕΡΑΣ xyxy=(416,191,714,322)
paragraph: Τὸ νομοσχέδιον τοῦτο θέλει συζητηθῇ ὑπὸ τῆς Ἱερᾶς Συνόδου καὶ ἐὰν θεωρηθῇ ἐν τῷ ἐξετασθὲν αὐτὸ ἐπωφελὲς εἰς τὴν Ἐκκλησίαν θὰ ἐπιστραφῇ εἰς τὸν κ. Στάην, ἵνα τὸ ὑποβάλλῃ πρὸς συζήτησιν κατὰ τὴν προσεχῆ Σύνοδον τῆς Βουλῆς. xyxy=(726,792,963,881)
paragraph: Ὡς πρὸς τὴν ἐν ἐκκρεμότητι ἐργασίαν, ἡ Ἑταιρία δὲν θὰ προβῇ εἰς οὐδὲν Ἐγκώσθη μόνον ὅτι εἰς πρὸς ἔκδοσιν τῶν ἔργων. xyxy=(726,1935,963,1994)
subheadline: Εἰς Κων/πολιν xyxy=(1063,1344,1167,1360)
column-rule xyxy=(1262,191,1263,2299)
subheadline: Ἀγορὰ χρηματοκιβωτίων xyxy=(756,1527,934,1543)
paragraph: «Ὁ φοιτητικὸς πανεπιστημιακὸς σύνδεσμος τῶν Ρουμάνων φοιτητῶν ἐν τῇ συνεδρίᾳ αὐτοῦ τῆς 8 Ὀκτωβρίου θεωρεῖ καθῆκον αὐτοῦ, ἵνα xyxy=(973,333,1257,393)
paragraph: 3) Ἀποδοκιμάσῃ δημοσίᾳ τὰς φοιτητρίας ἐκείνας, αἵτινες διὰ τῆς διαγωγῆς αὐτῶν ἐδωκαν λαβὴν εἰς δυσμενῆ σχόλια, κομίσασαι ἐκεῖ μαζὶ τὴν καθὴν καὶ νὰ λάθωσιν ὑπ' ὄψει, ὅτι τοιουτοτρόπως ἐξέθεσαν τὴν τιμὴν καὶ τὴν ἀγαθὴν φήμην τῆς ρουμανίδος φοιτητρίας.» xyxy=(973,569,1257,673)
paragraph: Οἱ Μπαγάνδα ὅμως καὶ ἐξαίρεσιν εἰπίμε-λοῦνται τὸν στολισμὸν των εἰς μέγαν βαθμόν, χάριν εἰς τὴν ἐπικοινωνίαν των μετὰ τῶν Ἀράβων, καὶ τῶν ἐθαγενῶν τῆς Ζανζιβάρης. Αὐτοὶ φέρουν καὶ κάλυμμα τῆς κεφαλῆς, πετάσους ἢ ἀραβικὰ καλύμματα καὶ εἰδη σεσάων. xyxy=(104,751,403,840)
paragraph: Ἡ ἔγγραφα ταῦτα εἶνε διὰ ἀνοικτὴν θάλασσαν, θεωρεῖται ὅμως βέβαιον, ὅτι ἡ φυλακὶς πλέει πρὸς συνάντησιν τοῦ λοιποῦ γαλλικοῦ στόλου, ὁ ὁποῖος ἐξέπλευσεν ἐκ Τουλῶνος διὰ τὴν ναυτικὴν κατὰ τῆς Τουρκίας ἐπίδειξιν. xyxy=(416,848,714,922)
column-4 xyxy=(973,191,1257,2299)
classified-ad: Ζητεῖται διπλογράφος κάτοχος τῆς Ἰταλικῆς καὶ μιᾶς ἄλλης γλώσσης, οἰατ-δήποτε. Πληροφορίαι παρὰ τῷ κ. Γεώργιῳ Ἰωαννίδῃ, ὁδὸς Ἀριστείδου ἀρ. 5. xyxy=(104,982,403,1042)
paragraph: «Ὁ τελευταῖος οὗτος ὑπαινιγμός, προστίθησιν ἡ «Ἀδεθέρουλ», εἶνε λίαν σοβαρός, ὅπως ἐπεμβάσωσιν αἱ ζητήσωσι λεπτομερείας, ὥστε οἱ γονεῖς νὰ δύνανται νὰ παράσχωσιν ἐξηγήσεις ἐπὶ τῆς σοβαρᾶς καὶ δημοσίας ἀποδοκιμασίας τῆς διαγωγῆς τινων ἐκ τῶν Ρουμανίδων φοιτητριῶν.» xyxy=(973,677,1257,781)
subheadline: Ἐπάνοδος τοῦ κ. Μπερὼ xyxy=(759,1794,931,1810)
paragraph: — Ἐγὼ δὲν προσέχω ἢ τοῦ λόγου σας; xyxy=(1281,732,1499,747)
paragraph: Τοῦ ταμείου τούτου, τὸ ἐντὸς ὁποίου πολλάκις ὑπάρχουσι χρήματα μέχρι 10,000 δρ., ἕνα μόνον κλειδίον ὑπῆρχε καὶ τοῦτο εὑρίσκετο εἰς χεῖρας τοῦ ταμίου ὡς ὑπολόγου. xyxy=(416,1501,714,1561)
paragraph: νείου προσταθεῖσαι τῶν ἐνδιαφερομένων ἐξακολουθοῦσιν. xyxy=(726,191,963,221)
